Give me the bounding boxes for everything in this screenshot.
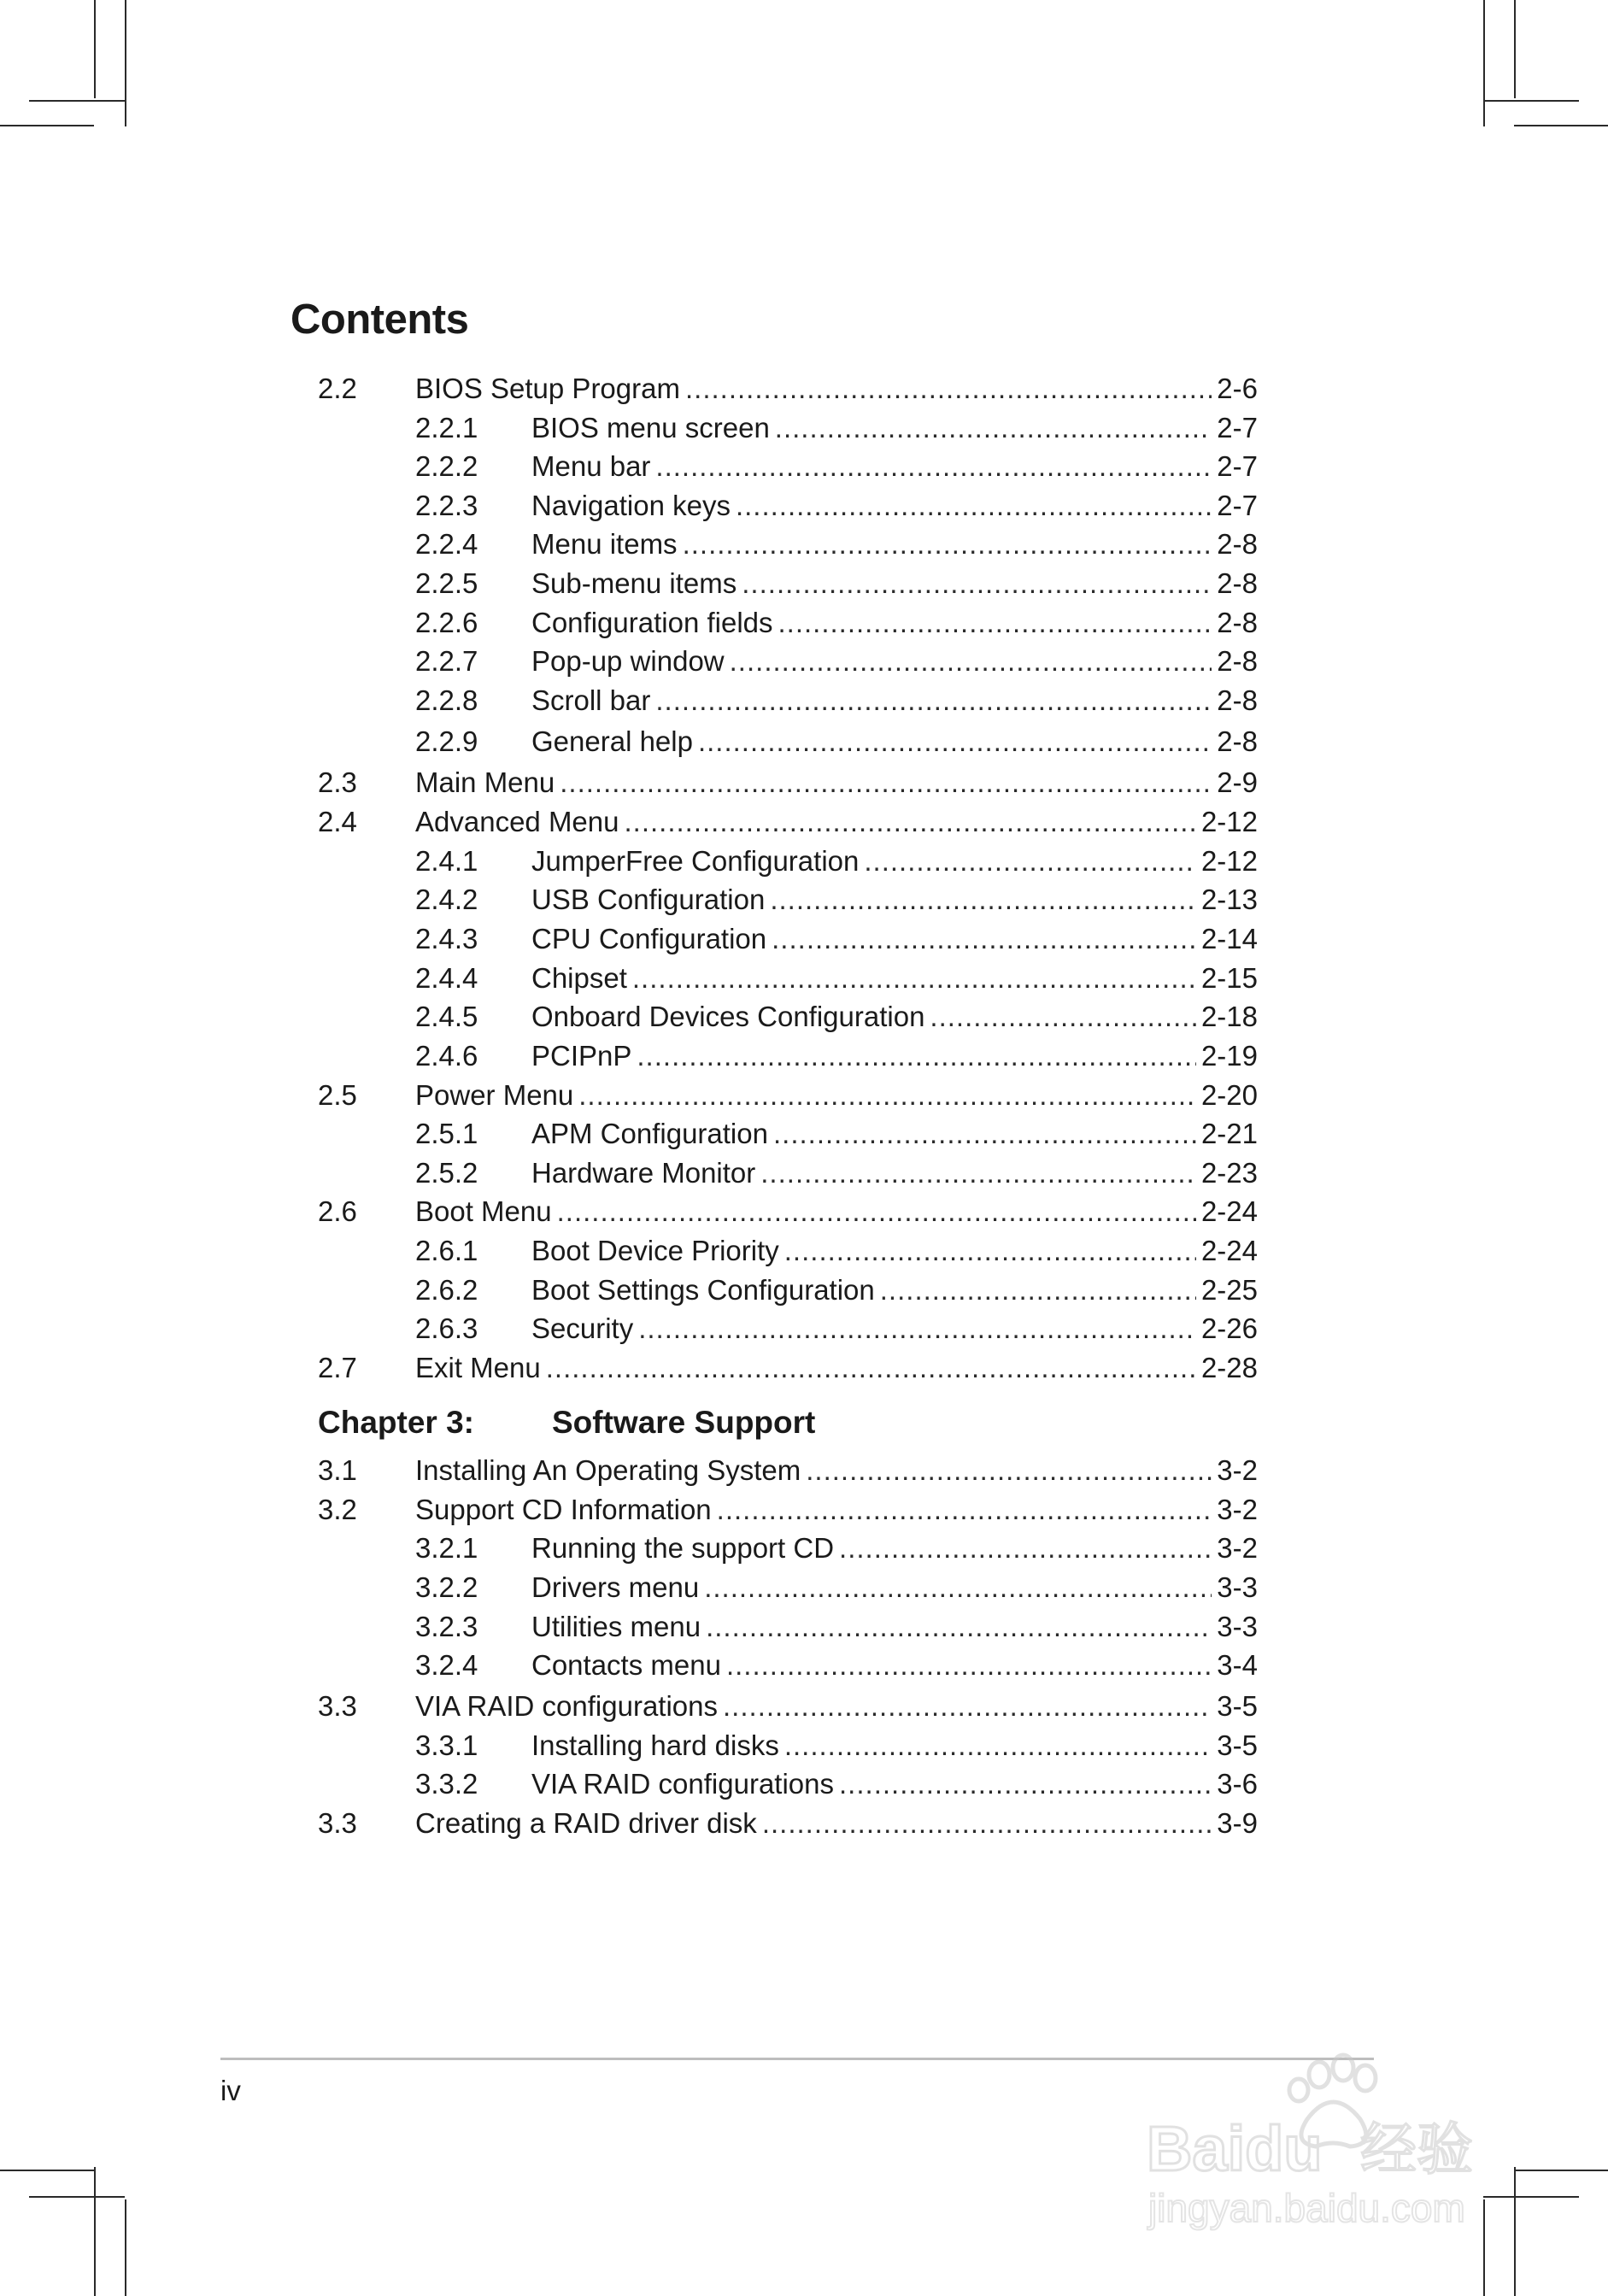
toc-entry[interactable] [318,766,1258,800]
toc-section-number: 2.5.1 [415,1118,478,1149]
toc-entry-label: Menu bar [531,450,651,482]
toc-section-number: 2.4.4 [415,962,478,994]
crop-mark [1514,125,1608,126]
toc-section-number: 2.2.1 [415,412,478,443]
toc-entry-label: Boot Settings Configuration [531,1274,875,1306]
toc-entry-label: APM Configuration [531,1118,768,1149]
dot-leader [546,1351,1196,1385]
toc-section-number: 2.2 [318,373,357,404]
toc-entry[interactable] [318,1156,1258,1190]
crop-mark [0,2170,94,2171]
crop-mark [125,0,126,126]
toc-entry-label: Exit Menu [415,1352,541,1383]
toc-section-number: 2.2.3 [415,490,478,521]
toc-entry[interactable] [318,1729,1258,1763]
dot-leader [784,1729,1212,1763]
toc-entry[interactable] [318,1493,1258,1527]
crop-mark [29,2196,125,2198]
toc-section-number: 2.4 [318,806,357,837]
toc-page-number: 3-3 [1217,1571,1258,1603]
toc-page-number: 2-8 [1217,684,1258,716]
dot-leader [762,1806,1212,1841]
toc-page-number: 3-5 [1217,1690,1258,1722]
dot-leader [557,1195,1196,1229]
toc-section-number: 2.4.5 [415,1001,478,1032]
toc-entry[interactable] [318,1806,1258,1841]
toc-entry-label: VIA RAID configurations [415,1690,719,1722]
toc-entry[interactable] [318,1078,1258,1113]
toc-entry-label: Advanced Menu [415,806,619,837]
dot-leader [742,567,1212,601]
toc-entry-label: Configuration fields [531,607,773,638]
toc-section-number: 2.6.2 [415,1274,478,1306]
chapter-number: Chapter 3: [318,1405,474,1440]
watermark-cn: 经验 [1360,2117,1473,2182]
toc-section-number: 2.4.3 [415,923,478,954]
toc-entry-label: Power Menu [415,1079,574,1111]
toc-section-number: 3.2.3 [415,1611,478,1642]
crop-mark [29,100,125,102]
toc-entry-label: Pop-up window [531,645,725,677]
toc-entry-label: VIA RAID configurations [531,1768,835,1800]
toc-section-number: 3.3 [318,1690,357,1722]
toc-entry-label: Onboard Devices Configuration [531,1001,925,1032]
toc-entry[interactable] [318,1648,1258,1682]
toc-entry[interactable] [318,1689,1258,1723]
dot-leader [775,411,1212,445]
crop-mark [94,0,96,98]
toc-section-number: 2.2.8 [415,684,478,716]
toc-section-number: 3.3 [318,1807,357,1839]
dot-leader [638,1312,1196,1346]
toc-page-number: 2-8 [1217,725,1258,757]
toc-page-number: 3-3 [1217,1611,1258,1642]
toc-page-number: 2-8 [1217,607,1258,638]
toc-entry-label: Boot Device Priority [531,1235,779,1266]
dot-leader [655,449,1212,484]
toc-entry[interactable] [318,1312,1258,1346]
toc-page-number: 2-15 [1200,962,1258,994]
dot-leader [655,684,1212,718]
toc-entry-label: Creating a RAID driver disk [415,1807,757,1839]
toc-entry[interactable] [318,883,1258,917]
crop-mark [1483,0,1485,126]
toc-section-number: 2.2.4 [415,528,478,560]
toc-section-number: 3.2.2 [415,1571,478,1603]
toc-entry[interactable] [318,1531,1258,1565]
dot-leader [772,922,1196,956]
toc-entry-label: Installing hard disks [531,1729,779,1761]
toc-entry[interactable] [318,805,1258,839]
dot-leader [760,1156,1196,1190]
dot-leader [736,489,1212,523]
toc-entry[interactable] [318,1571,1258,1605]
toc-page-number: 2-23 [1200,1157,1258,1189]
toc-page-number: 3-2 [1217,1454,1258,1486]
crop-mark [1514,0,1516,98]
toc-entry-label: Boot Menu [415,1195,552,1227]
toc-section-number: 2.6.1 [415,1235,478,1266]
dot-leader [730,644,1212,678]
toc-section-number: 2.4.2 [415,884,478,915]
toc-page-number: 2-18 [1200,1001,1258,1032]
toc-page-number: 3-9 [1217,1807,1258,1839]
toc-entry-label: Utilities menu [531,1611,701,1642]
toc-entry-label: Navigation keys [531,490,731,521]
toc-entry-label: General help [531,725,693,757]
toc-section-number: 2.2.7 [415,645,478,677]
toc-section-number: 2.4.6 [415,1040,478,1072]
toc-section-number: 2.6.3 [415,1312,478,1344]
toc-section-number: 3.2.1 [415,1532,478,1564]
toc-entry[interactable] [318,567,1258,601]
dot-leader [706,1610,1212,1644]
toc-entry[interactable] [318,1117,1258,1151]
dot-leader [839,1767,1212,1801]
toc-section-number: 2.2.2 [415,450,478,482]
crop-mark [0,125,94,126]
toc-entry-label: Drivers menu [531,1571,700,1603]
dot-leader [560,766,1212,800]
dot-leader [683,527,1212,561]
dot-leader [578,1078,1196,1113]
dot-leader [704,1571,1212,1605]
page-number: iv [220,2075,241,2106]
toc-section-number: 2.2.9 [415,725,478,757]
toc-section-number: 3.1 [318,1454,357,1486]
toc-entry-label: Chipset [531,962,627,994]
toc-entry-label: Security [531,1312,634,1344]
toc-page-number: 3-4 [1217,1649,1258,1681]
toc-section-number: 3.3.1 [415,1729,478,1761]
toc-entry[interactable] [318,922,1258,956]
toc-page-number: 2-9 [1217,766,1258,798]
dot-leader [625,805,1196,839]
dot-leader [784,1234,1196,1268]
toc-page-number: 2-7 [1217,490,1258,521]
toc-page-number: 2-20 [1200,1079,1258,1111]
toc-entry-label: Support CD Information [415,1494,712,1525]
toc-section-number: 2.2.5 [415,567,478,599]
toc-entry[interactable] [318,684,1258,718]
toc-entry-label: Contacts menu [531,1649,721,1681]
crop-mark [1483,100,1579,102]
toc-page-number: 2-13 [1200,884,1258,915]
toc-entry[interactable] [318,725,1258,759]
toc-entry[interactable] [318,1351,1258,1385]
toc-page-number: 2-12 [1200,845,1258,877]
toc-page-number: 2-8 [1217,528,1258,560]
dot-leader [839,1531,1212,1565]
toc-entry-label: PCIPnP [531,1040,632,1072]
toc-entry-label: Sub-menu items [531,567,737,599]
toc-page-number: 2-12 [1200,806,1258,837]
toc-entry[interactable] [318,1234,1258,1268]
toc-entry[interactable] [318,1453,1258,1488]
toc-entry[interactable] [318,606,1258,640]
toc-entry[interactable] [318,1273,1258,1307]
baidu-jingyan-watermark [1136,2051,1512,2239]
dot-leader [685,372,1212,406]
toc-section-number: 2.6 [318,1195,357,1227]
toc-entry[interactable] [318,1767,1258,1801]
toc-page-number: 2-24 [1200,1195,1258,1227]
toc-entry[interactable] [318,844,1258,878]
dot-leader [698,725,1212,759]
dot-leader [930,1000,1196,1034]
dot-leader [864,844,1196,878]
chapter-title: Software Support [552,1405,816,1440]
toc-page-number: 2-14 [1200,923,1258,954]
toc-section-number: 2.5 [318,1079,357,1111]
watermark-url: jingyan.baidu.com [1148,2186,1465,2230]
toc-entry-label: USB Configuration [531,884,766,915]
toc-entry-label: Scroll bar [531,684,651,716]
toc-entry[interactable] [318,1610,1258,1644]
toc-entry[interactable] [318,644,1258,678]
toc-page-number: 2-8 [1217,645,1258,677]
dot-leader [806,1453,1212,1488]
page-title: Contents [290,297,469,343]
toc-section-number: 3.3.2 [415,1768,478,1800]
toc-entry-label: CPU Configuration [531,923,767,954]
toc-entry[interactable] [318,961,1258,995]
dot-leader [726,1648,1212,1682]
toc-entry-label: BIOS Setup Program [415,373,680,404]
dot-leader [632,961,1196,995]
toc-entry[interactable] [318,1000,1258,1034]
toc-section-number: 3.2 [318,1494,357,1525]
toc-entry-label: Menu items [531,528,678,560]
crop-mark [94,2167,96,2296]
toc-page-number: 2-24 [1200,1235,1258,1266]
toc-section-number: 3.2.4 [415,1649,478,1681]
dot-leader [773,1117,1196,1151]
toc-page-number: 2-19 [1200,1040,1258,1072]
dot-leader [880,1273,1196,1307]
toc-entry[interactable] [318,372,1258,406]
dot-leader [770,883,1196,917]
toc-page-number: 2-25 [1200,1274,1258,1306]
toc-entry[interactable] [318,449,1258,484]
toc-entry[interactable] [318,1195,1258,1229]
toc-section-number: 2.3 [318,766,357,798]
toc-section-number: 2.5.2 [415,1157,478,1189]
toc-page-number: 3-2 [1217,1532,1258,1564]
watermark-brand: Baidu [1147,2113,1323,2184]
toc-entry-label: Hardware Monitor [531,1157,756,1189]
toc-page-number: 2-26 [1200,1312,1258,1344]
toc-entry[interactable] [318,527,1258,561]
toc-page-number: 3-6 [1217,1768,1258,1800]
toc-entry[interactable] [318,1039,1258,1073]
crop-mark [1514,2167,1516,2296]
dot-leader [778,606,1212,640]
toc-page-number: 2-7 [1217,450,1258,482]
dot-leader [723,1689,1212,1723]
toc-section-number: 2.2.6 [415,607,478,638]
toc-section-number: 2.4.1 [415,845,478,877]
toc-page-number: 2-28 [1200,1352,1258,1383]
toc-page-number: 2-21 [1200,1118,1258,1149]
crop-mark [1514,2170,1608,2171]
dot-leader [637,1039,1196,1073]
toc-section-number: 2.7 [318,1352,357,1383]
toc-page-number: 3-5 [1217,1729,1258,1761]
toc-entry[interactable] [318,489,1258,523]
crop-mark [125,2199,126,2296]
toc-page-number: 2-7 [1217,412,1258,443]
toc-entry-label: Installing An Operating System [415,1454,801,1486]
toc-page-number: 2-8 [1217,567,1258,599]
toc-entry-label: BIOS menu screen [531,412,770,443]
toc-entry-label: Running the support CD [531,1532,835,1564]
toc-entry-label: Main Menu [415,766,555,798]
toc-entry-label: JumperFree Configuration [531,845,860,877]
toc-entry[interactable] [318,411,1258,445]
toc-page-number: 3-2 [1217,1494,1258,1525]
dot-leader [717,1493,1212,1527]
toc-page-number: 2-6 [1217,373,1258,404]
